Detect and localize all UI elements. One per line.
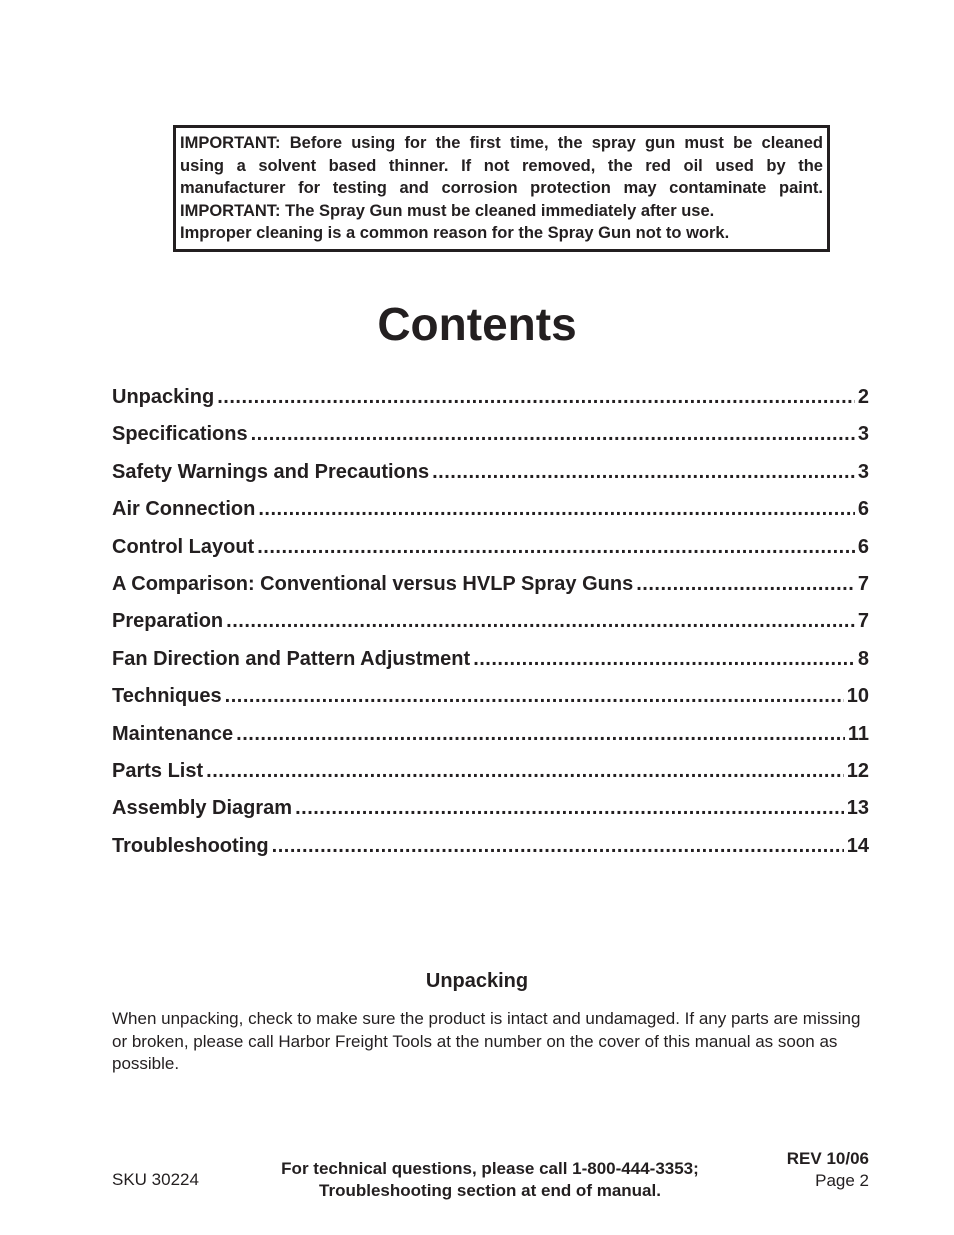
toc-entry-page: 11: [847, 722, 869, 745]
toc-leader: [432, 457, 855, 487]
toc-entry-label: Fan Direction and Pattern Adjustment: [112, 647, 471, 670]
important-line-2: using a solvent based thinner. If not removed, the red oil used by the: [180, 156, 823, 175]
toc-entry[interactable]: [112, 793, 869, 830]
footer-tech-line-2: Troubleshooting section at end of manual.: [319, 1181, 661, 1200]
footer-rev: REV 10/06: [786, 1149, 869, 1168]
toc-leader: [217, 382, 855, 412]
toc-entry-page: 6: [857, 535, 869, 558]
toc-leader: [236, 719, 845, 749]
toc-entry-page: 10: [846, 685, 869, 708]
toc-entry-label: Safety Warnings and Precautions: [112, 460, 430, 483]
table-of-contents: [112, 382, 869, 868]
toc-leader: [251, 419, 855, 449]
toc-leader: [295, 793, 844, 823]
footer-sku: SKU 30224: [112, 1170, 199, 1189]
toc-entry-label: A Comparison: Conventional versus HVLP Spray Guns: [112, 572, 634, 595]
important-line-5: Improper cleaning is a common reason for the Spray Gun not to work.: [180, 224, 730, 243]
footer-revision: [720, 1148, 869, 1192]
toc-entry-page: 14: [846, 834, 869, 857]
toc-entry-page: 2: [857, 386, 869, 408]
toc-entry-label: Air Connection: [112, 498, 256, 521]
toc-leader: [225, 681, 844, 711]
toc-entry[interactable]: [112, 756, 869, 793]
footer-tech-support: [240, 1158, 740, 1202]
toc-entry[interactable]: [112, 831, 869, 868]
important-line-4: IMPORTANT: The Spray Gun must be cleaned immediately after use.: [180, 201, 715, 220]
toc-entry-page: 7: [857, 610, 869, 633]
toc-leader: [473, 644, 855, 674]
toc-entry-label: Troubleshooting: [112, 834, 269, 857]
toc-entry-page: 12: [846, 759, 869, 782]
footer-tech-line-1: For technical questions, please call 1-800-444-3353;: [281, 1159, 699, 1178]
toc-entry-label: Maintenance: [112, 722, 234, 745]
toc-entry[interactable]: [112, 532, 869, 569]
important-line-1: IMPORTANT: Before using for the first time, the spray gun must be cleaned: [180, 134, 823, 152]
page-title: Contents: [377, 298, 577, 350]
toc-leader: [257, 532, 855, 562]
toc-entry-label: Assembly Diagram: [112, 797, 293, 820]
toc-entry[interactable]: [112, 494, 869, 531]
toc-leader: [636, 569, 855, 599]
toc-entry[interactable]: [112, 719, 869, 756]
toc-entry[interactable]: [112, 681, 869, 718]
toc-entry[interactable]: [112, 457, 869, 494]
toc-leader: [258, 494, 855, 524]
toc-entry-label: Control Layout: [112, 535, 255, 558]
toc-leader: [226, 606, 855, 636]
toc-leader: [272, 831, 844, 861]
toc-entry-label: Specifications: [112, 423, 248, 446]
toc-entry-label: Techniques: [112, 685, 222, 708]
toc-entry-page: 3: [857, 423, 869, 446]
toc-entry[interactable]: [112, 606, 869, 643]
important-line-3: manufacturer for testing and corrosion protection may contaminate paint.: [180, 179, 823, 198]
toc-leader: [206, 756, 844, 786]
important-notice-box: [173, 125, 830, 252]
toc-entry-page: 7: [857, 572, 869, 595]
unpacking-heading: Unpacking: [425, 970, 529, 992]
toc-entry[interactable]: [112, 382, 869, 419]
unpacking-text: When unpacking, check to make sure the product is intact and undamaged. If any parts are missing or broken, please call Harbor Freight Tools at the number on the cover of this manual as soon as possible.: [112, 1009, 861, 1073]
toc-entry-label: Preparation: [112, 610, 224, 633]
toc-entry[interactable]: [112, 644, 869, 681]
toc-entry[interactable]: [112, 419, 869, 456]
toc-entry[interactable]: [112, 569, 869, 606]
toc-entry-page: 6: [857, 498, 869, 521]
toc-entry-label: Parts List: [112, 759, 204, 782]
toc-entry-label: Unpacking: [112, 386, 215, 408]
footer-page-number: Page 2: [815, 1171, 869, 1190]
toc-entry-page: 3: [857, 460, 869, 483]
toc-entry-page: 8: [857, 647, 869, 670]
toc-entry-page: 13: [846, 797, 869, 820]
